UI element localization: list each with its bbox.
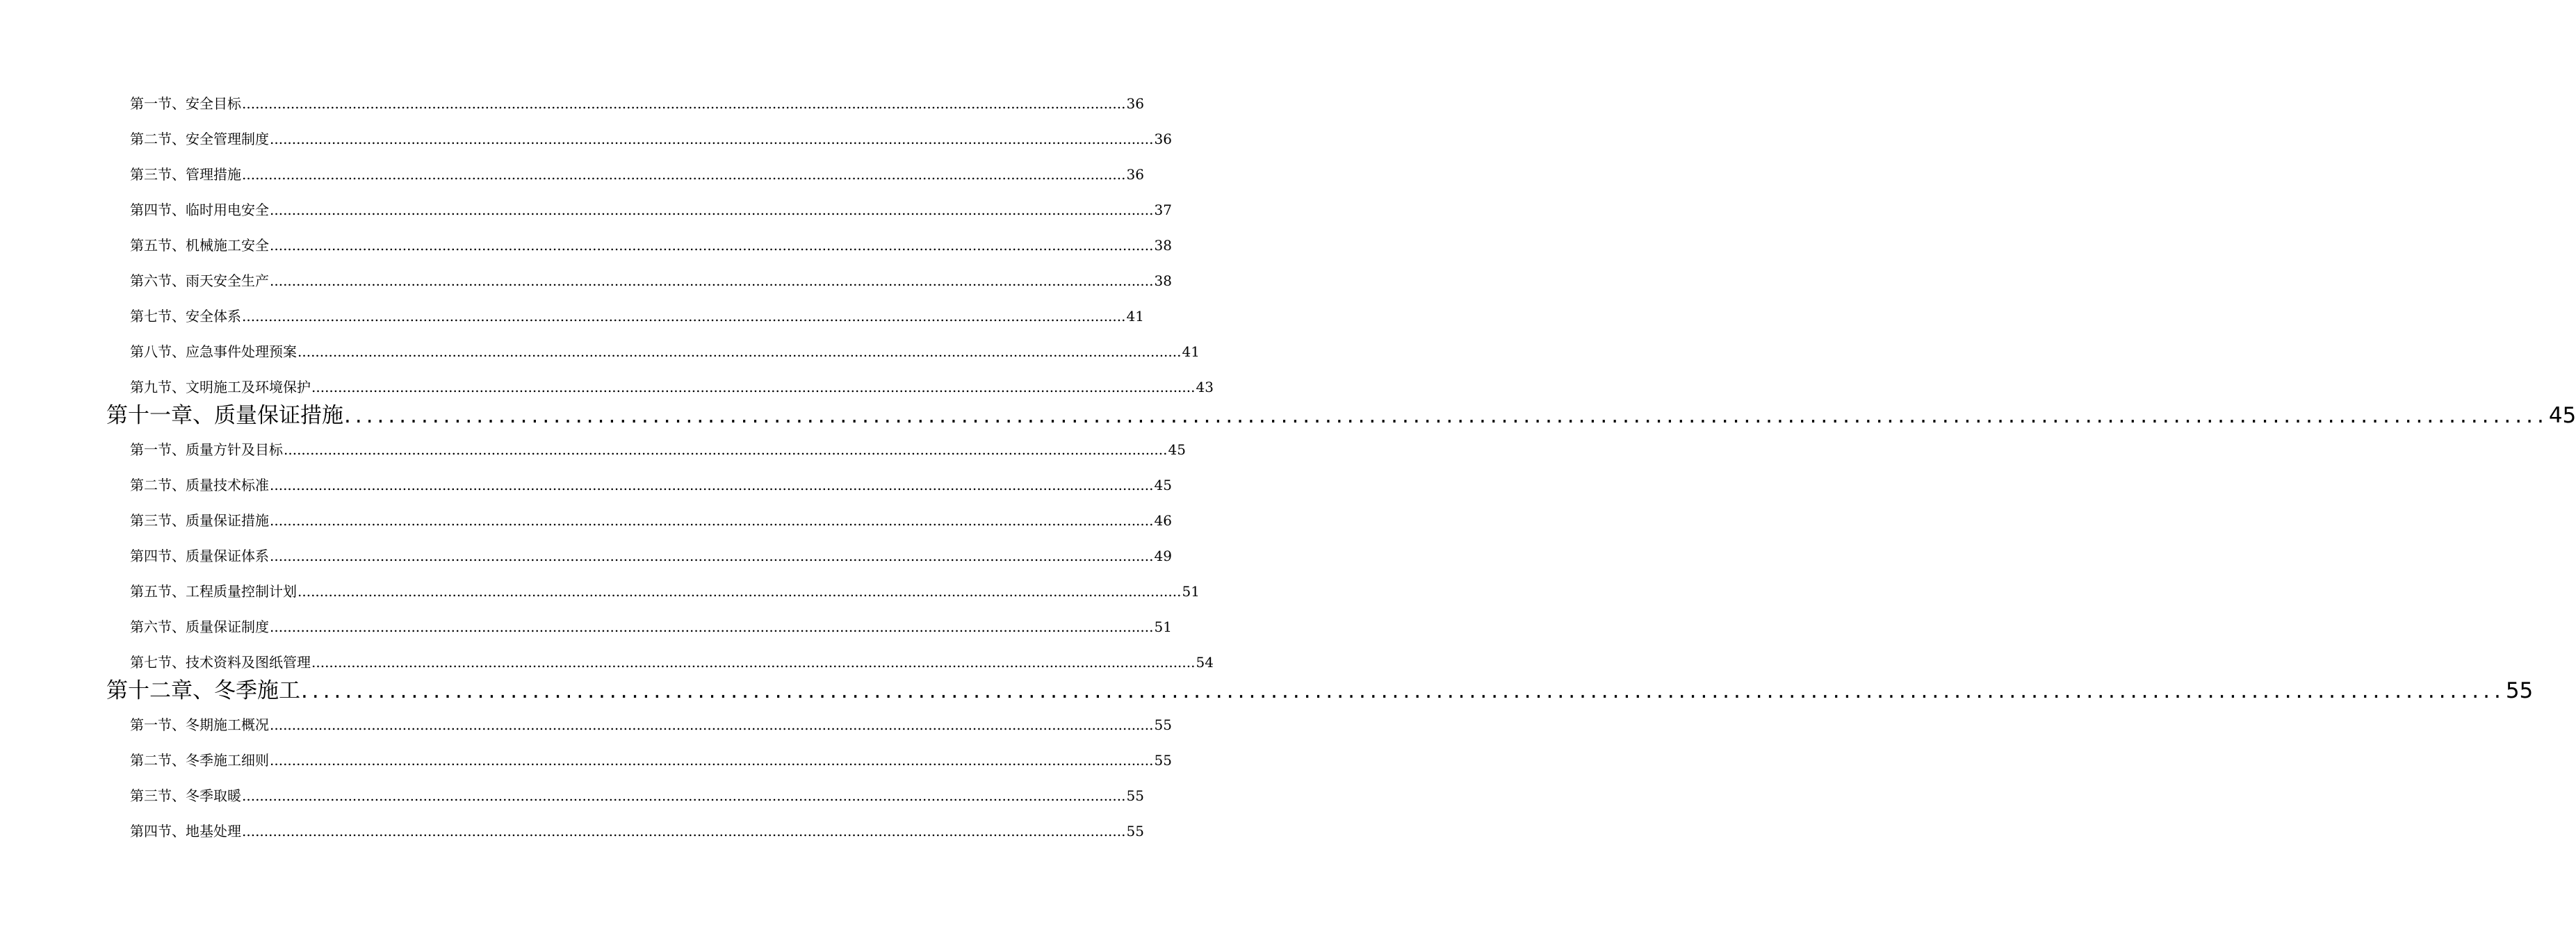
dot-leader: ........................................................................................................................................................................................................ — [344, 403, 2548, 428]
toc-entry-section[interactable] — [130, 714, 1172, 735]
dot-leader: ........................................................................................................................................................................................................ — [270, 272, 1154, 289]
toc-entry-page-number: 45 — [1154, 477, 1172, 493]
toc-entry-page-number: 49 — [1154, 548, 1172, 564]
dot-leader: ........................................................................................................................................................................................................ — [270, 716, 1154, 733]
toc-entry-label: 第二节、质量技术标准 — [130, 477, 269, 493]
toc-entry-page-number: 54 — [1196, 654, 1214, 671]
toc-entry-section[interactable] — [130, 234, 1172, 255]
dot-leader: ........................................................................................................................................................................................................ — [311, 654, 1196, 671]
toc-entry-page-number: 55 — [1154, 716, 1172, 733]
toc-entry-section[interactable] — [130, 92, 1144, 113]
dot-leader: ........................................................................................................................................................................................................ — [270, 512, 1154, 529]
dot-leader: ........................................................................................................................................................................................................ — [297, 583, 1182, 600]
toc-entry-section[interactable] — [130, 820, 1144, 841]
toc-entry-page-number: 51 — [1182, 583, 1200, 600]
dot-leader: ........................................................................................................................................................................................................ — [270, 202, 1154, 218]
dot-leader: ........................................................................................................................................................................................................ — [297, 343, 1182, 360]
toc-entry-label: 第六节、雨天安全生产 — [130, 272, 269, 289]
dot-leader: ........................................................................................................................................................................................................ — [242, 823, 1126, 839]
toc-entry-page-number: 46 — [1154, 512, 1172, 529]
toc-entry-section[interactable] — [130, 376, 1214, 397]
dot-leader: ........................................................................................................................................................................................................ — [242, 787, 1126, 804]
toc-entry-label: 第一节、安全目标 — [130, 95, 241, 112]
toc-entry-page-number: 55 — [1126, 823, 1144, 839]
toc-entry-section[interactable] — [130, 785, 1144, 805]
dot-leader: ........................................................................................................................................................................................................ — [242, 308, 1126, 325]
toc-entry-page-number: 38 — [1154, 237, 1172, 254]
dot-leader: ........................................................................................................................................................................................................ — [284, 441, 1168, 458]
toc-entry-section[interactable] — [130, 580, 1200, 601]
dot-leader: ........................................................................................................................................................................................................ — [270, 752, 1154, 769]
toc-entry-section[interactable] — [130, 474, 1172, 495]
toc-entry-page-number: 37 — [1154, 202, 1172, 218]
toc-entry-page-number: 41 — [1126, 308, 1144, 325]
toc-entry-section[interactable] — [130, 199, 1172, 220]
toc-entry-label: 第九节、文明施工及环境保护 — [130, 379, 311, 395]
toc-entry-section[interactable] — [130, 616, 1172, 637]
toc-entry-page-number: 36 — [1126, 95, 1144, 112]
toc-entry-page-number: 51 — [1154, 618, 1172, 635]
toc-entry-section[interactable] — [130, 305, 1144, 326]
dot-leader: ........................................................................................................................................................................................................ — [270, 237, 1154, 254]
toc-entry-page-number: 36 — [1154, 131, 1172, 147]
toc-entry-section[interactable] — [130, 651, 1214, 672]
dot-leader: ........................................................................................................................................................................................................ — [270, 131, 1154, 147]
toc-entry-label: 第二节、安全管理制度 — [130, 131, 269, 147]
toc-entry-label: 第八节、应急事件处理预案 — [130, 343, 297, 360]
toc-chapter-page-number: 45 — [2548, 403, 2576, 428]
toc-entry-section[interactable] — [130, 270, 1172, 290]
toc-entry-label: 第四节、质量保证体系 — [130, 548, 269, 564]
dot-leader: ........................................................................................................................................................................................................ — [270, 618, 1154, 635]
toc-entry-chapter[interactable] — [106, 398, 2576, 428]
dot-leader: ........................................................................................................................................................................................................ — [242, 95, 1126, 112]
dot-leader: ........................................................................................................................................................................................................ — [270, 477, 1154, 493]
toc-entry-label: 第五节、机械施工安全 — [130, 237, 269, 254]
toc-entry-label: 第一节、质量方针及目标 — [130, 441, 283, 458]
dot-leader: ........................................................................................................................................................................................................ — [301, 678, 2505, 703]
toc-entry-label: 第七节、技术资料及图纸管理 — [130, 654, 311, 671]
toc-entry-page-number: 38 — [1154, 272, 1172, 289]
toc-entry-label: 第二节、冬季施工细则 — [130, 752, 269, 769]
toc-entry-chapter[interactable] — [106, 673, 2534, 703]
toc-entry-section[interactable] — [130, 439, 1186, 459]
toc-entry-page-number: 36 — [1126, 166, 1144, 183]
toc-chapter-label: 第十一章、质量保证措施 — [106, 403, 343, 428]
toc-entry-label: 第三节、质量保证措施 — [130, 512, 269, 529]
dot-leader: ........................................................................................................................................................................................................ — [242, 166, 1126, 183]
toc-entry-label: 第三节、冬季取暖 — [130, 787, 241, 804]
toc-entry-label: 第七节、安全体系 — [130, 308, 241, 325]
toc-entry-section[interactable] — [130, 509, 1172, 530]
toc-entry-section[interactable] — [130, 749, 1172, 770]
toc-entry-section[interactable] — [130, 545, 1172, 566]
toc-entry-label: 第五节、工程质量控制计划 — [130, 583, 297, 600]
toc-entry-label: 第六节、质量保证制度 — [130, 618, 269, 635]
toc-entry-label: 第四节、地基处理 — [130, 823, 241, 839]
dot-leader: ........................................................................................................................................................................................................ — [270, 548, 1154, 564]
toc-entry-page-number: 41 — [1182, 343, 1200, 360]
toc-entry-label: 第一节、冬期施工概况 — [130, 716, 269, 733]
toc-entry-page-number: 55 — [1126, 787, 1144, 804]
toc-entry-label: 第四节、临时用电安全 — [130, 202, 269, 218]
toc-entry-page-number: 43 — [1196, 379, 1214, 395]
toc-chapter-label: 第十二章、冬季施工 — [106, 678, 300, 703]
toc-entry-page-number: 55 — [1154, 752, 1172, 769]
toc-entry-section[interactable] — [130, 128, 1172, 149]
toc-chapter-page-number: 55 — [2505, 678, 2534, 703]
toc-entry-section[interactable] — [130, 341, 1200, 361]
toc-entry-page-number: 45 — [1168, 441, 1186, 458]
toc-entry-label: 第三节、管理措施 — [130, 166, 241, 183]
toc-entry-section[interactable] — [130, 163, 1144, 184]
dot-leader: ........................................................................................................................................................................................................ — [311, 379, 1196, 395]
